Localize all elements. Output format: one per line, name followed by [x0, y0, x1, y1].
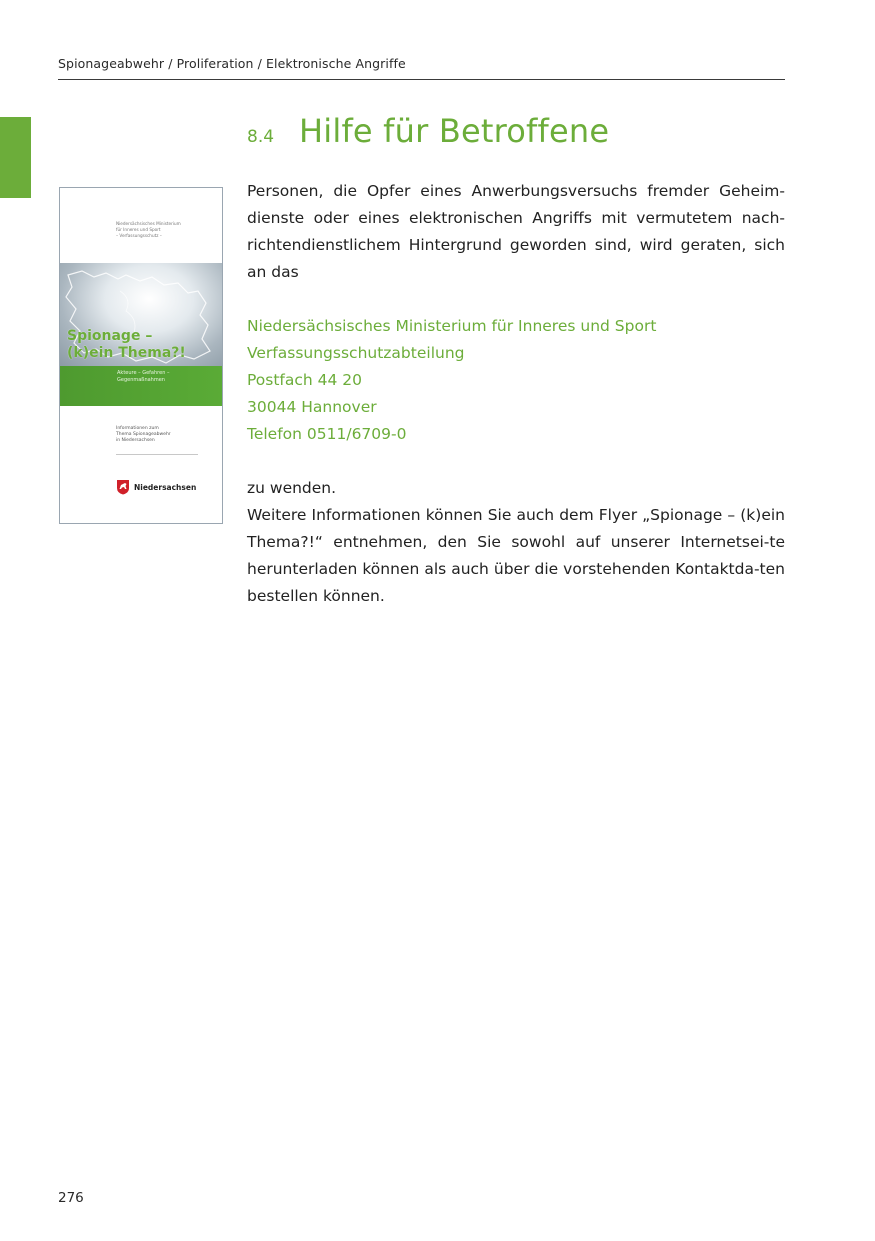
flyer-divider — [116, 454, 198, 455]
flyer-header — [60, 188, 222, 263]
intro-paragraph: Personen, die Opfer eines Anwerbungsversuchs fremder Geheim-dienste oder eines elektronischen Angriffs mit vermutetem nach-richtendienstlichem Hintergrund geworden sind, wird geraten, sich an das — [247, 182, 785, 281]
closing-line: zu wenden. — [247, 479, 337, 497]
address-line: Postfach 44 20 — [247, 371, 363, 389]
section-number: 8.4 — [247, 127, 275, 147]
section-title: Hilfe für Betroffene — [299, 112, 610, 150]
flyer-info-text: Informationen zum Thema Spionageabwehr in Niedersachsen — [116, 426, 171, 443]
flyer-cover-image — [59, 187, 223, 524]
coat-of-arms-icon — [116, 479, 130, 495]
address-line: Verfassungsschutzabteilung — [247, 344, 465, 362]
address-line: 30044 Hannover — [247, 398, 377, 416]
body-text — [247, 178, 785, 610]
address-line: Niedersächsisches Ministerium für Inneres und Sport — [247, 317, 657, 335]
more-info-paragraph: Weitere Informationen können Sie auch dem Flyer „Spionage – (k)ein Thema?!“ entnehmen, den Sie sowohl auf unserer Internetsei-te herunterladen können als auch über die vorstehenden Kontaktda-ten bestellen können. — [247, 506, 785, 605]
flyer-logo-text: Niedersachsen — [134, 482, 197, 492]
running-header: Spionageabwehr / Proliferation / Elektronische Angriffe — [58, 56, 406, 71]
flyer-logo — [116, 479, 196, 495]
section-heading — [247, 112, 609, 150]
contact-address — [247, 313, 785, 448]
flyer-ministry-text: Niedersächsisches Ministerium für Inneres und Sport – Verfassungsschutz – — [116, 221, 181, 238]
flyer-subtitle: Akteure – Gefahren – Gegenmaßnahmen — [117, 370, 170, 383]
chapter-side-tab — [0, 117, 31, 198]
header-rule — [58, 79, 785, 80]
page-number: 276 — [58, 1190, 84, 1206]
address-line: Telefon 0511/6709-0 — [247, 425, 407, 443]
flyer-title: Spionage – (k)ein Thema?! — [67, 328, 186, 361]
